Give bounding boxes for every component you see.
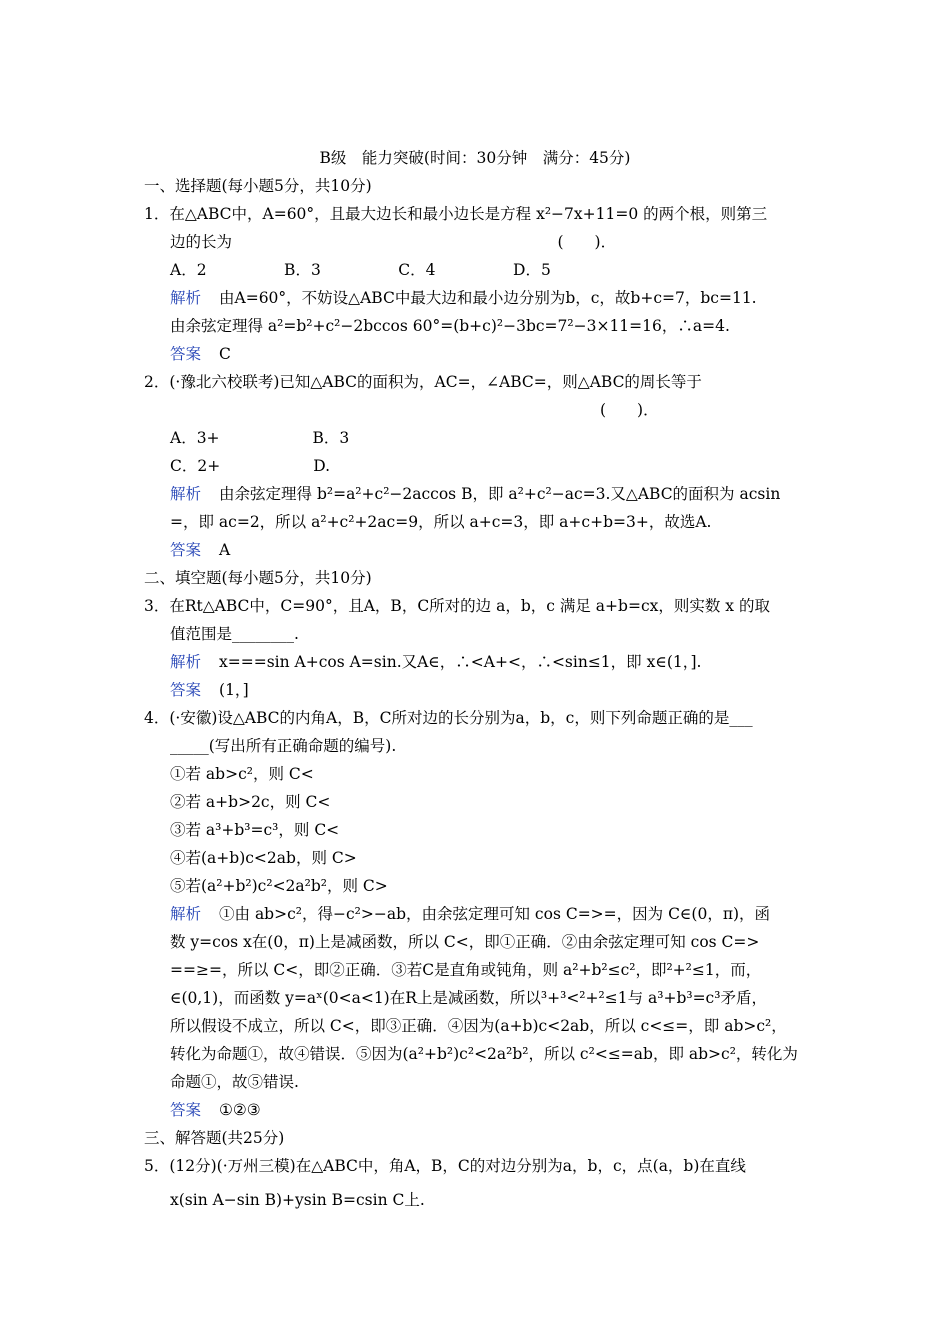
- solution-label: 解析: [170, 289, 202, 307]
- q1-stem-line1: 1．在△ABC中，A=60°，且最大边长和最小边长是方程 x²−7x+11=0 的两个根，则第三: [144, 205, 768, 223]
- page-title: B级 能力突破(时间：30分钟 满分：45分): [319, 149, 631, 167]
- solution-label: 解析: [170, 485, 202, 503]
- q4-solution-line4: ∈(0,1)，而函数 y=aˣ(0<a<1)在R上是减函数，所以³+³<²+²≤1与 a³+b³=c³矛盾，: [170, 989, 767, 1007]
- q2-solution-line1: 解析 由余弦定理得 b²=a²+c²−2accos B，即 a²+c²−ac=3.又△ABC的面积为 acsin: [170, 485, 781, 503]
- q5-stem-line2: x(sin A−sin B)+ysin B=csin C上.: [170, 1191, 425, 1209]
- q4-answer: 答案 ①②③: [170, 1101, 261, 1119]
- q4-solution-line5: 所以假设不成立，所以 C<，即③正确．④因为(a+b)c<2ab，所以 c<≤=，即 ab>c²，: [170, 1017, 787, 1035]
- q2-stem-line2: ( )．: [600, 401, 659, 419]
- section-heading-fill: 二、填空题(每小题5分，共10分): [144, 569, 372, 587]
- answer-label: 答案: [170, 345, 202, 363]
- q4-stem-line2: _____(写出所有正确命题的编号).: [170, 737, 397, 755]
- q3-stem-line2: 值范围是________.: [170, 625, 299, 643]
- q4-stem-line1: 4．(·安徽)设△ABC的内角A，B，C所对边的长分别为a，b，c，则下列命题正确的是___: [144, 709, 753, 727]
- q5-stem-line1: 5．(12分)(·万州三模)在△ABC中，角A，B，C的对边分别为a，b，c，点(a，b)在直线: [144, 1157, 746, 1175]
- q3-solution-line1: 解析 x===sin A+cos A=sin.又A∈，∴<A+<，∴<sin≤1，即 x∈(1，].: [170, 653, 702, 671]
- q2-options-ab: A．3+ B．3: [170, 429, 350, 447]
- solution-label: 解析: [170, 905, 202, 923]
- q4-solution-line1: 解析 ①由 ab>c²，得−c²>−ab，由余弦定理可知 cos C=>=，因为 C∈(0，π)，函: [170, 905, 771, 923]
- q1-solution-line1: 解析 由A=60°，不妨设△ABC中最大边和最小边分别为b，c，故b+c=7，bc=11.: [170, 289, 757, 307]
- q3-answer: 答案 (1，]: [170, 681, 249, 699]
- q1-options: A．2 B．3 C．4 D．5: [170, 261, 551, 279]
- q2-answer: 答案 A: [170, 541, 231, 559]
- answer-label: 答案: [170, 681, 202, 699]
- answer-label: 答案: [170, 541, 202, 559]
- q4-proposition: ①若 ab>c²，则 C<: [170, 765, 314, 783]
- q1-solution-line2: 由余弦定理得 a²=b²+c²−2bccos 60°=(b+c)²−3bc=7²−3×11=16，∴a=4.: [170, 317, 730, 335]
- q4-solution-line6: 转化为命题①，故④错误．⑤因为(a²+b²)c²<2a²b²，所以 c²<≤=ab，即 ab>c²，转化为: [170, 1045, 798, 1063]
- q4-solution-line7: 命题①，故⑤错误.: [170, 1073, 299, 1091]
- q3-stem-line1: 3．在Rt△ABC中，C=90°，且A，B，C所对的边 a，b，c 满足 a+b=cx，则实数 x 的取: [144, 597, 770, 615]
- q2-solution-line2: =，即 ac=2，所以 a²+c²+2ac=9，所以 a+c=3，即 a+c+b=3+，故选A.: [170, 513, 712, 531]
- q1-stem-line2: 边的长为 ( )．: [170, 233, 617, 251]
- section-heading-choice: 一、选择题(每小题5分，共10分): [144, 177, 372, 195]
- q4-solution-line3: ==≥=，所以 C<，即②正确．③若C是直角或钝角，则 a²+b²≤c²，即²+²≤1，而，: [170, 961, 762, 979]
- solution-label: 解析: [170, 653, 202, 671]
- section-heading-solve: 三、解答题(共25分): [144, 1129, 285, 1147]
- q4-solution-line2: 数 y=cos x在(0，π)上是减函数，所以 C<，即①正确．②由余弦定理可知 cos C=>: [170, 933, 760, 951]
- q4-proposition: ⑤若(a²+b²)c²<2a²b²，则 C>: [170, 877, 388, 895]
- q1-answer: 答案 C: [170, 345, 231, 363]
- q2-options-cd: C．2+ D.: [170, 457, 331, 475]
- q2-stem-line1: 2．(·豫北六校联考)已知△ABC的面积为，AC=，∠ABC=，则△ABC的周长等于: [144, 373, 702, 391]
- q4-proposition: ④若(a+b)c<2ab，则 C>: [170, 849, 357, 867]
- answer-label: 答案: [170, 1101, 202, 1119]
- q4-proposition: ③若 a³+b³=c³，则 C<: [170, 821, 340, 839]
- q4-proposition: ②若 a+b>2c，则 C<: [170, 793, 331, 811]
